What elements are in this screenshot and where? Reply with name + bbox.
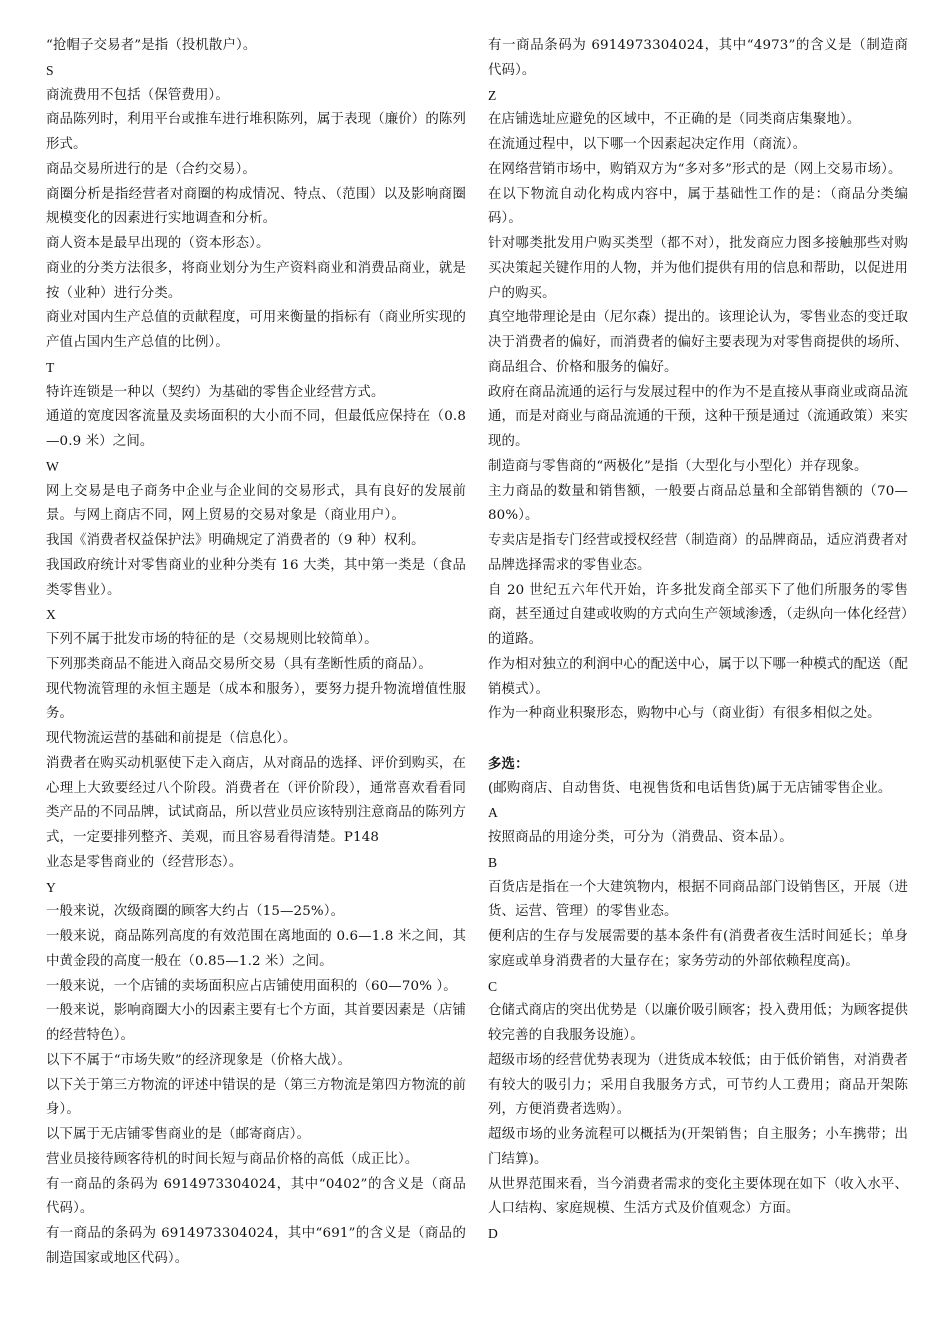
- section-heading: 多选：: [488, 755, 529, 772]
- question-answer-item: 自 20 世纪五六年代开始，许多批发商全部买下了他们所服务的零售商，甚至通过自建或收购的方式向生产领域渗透，（走纵向一体化经营）的道路。: [488, 582, 908, 647]
- question-answer-item: 网上交易是电子商务中企业与企业间的交易形式，具有良好的发展前景。与网上商店不同，网上贸易的交易对象是（商业用户）。: [46, 483, 466, 524]
- question-answer-item: 商品陈列时，利用平台或推车进行堆积陈列，属于表现（廉价）的陈列形式。: [46, 112, 466, 152]
- question-answer-item: 商品交易所进行的是（合约交易）。: [46, 161, 256, 177]
- question-answer-item: 营业员接待顾客待机的时间长短与商品价格的高低（成正比）。: [46, 1151, 419, 1167]
- right-column: [488, 34, 908, 1247]
- question-answer-item: 一般来说，次级商圈的顾客大约占（15—25%）。: [46, 904, 345, 920]
- question-answer-item: 作为相对独立的利润中心的配送中心，属于以下哪一种模式的配送（配销模式）。: [488, 656, 908, 697]
- section-letter: S: [46, 62, 54, 78]
- left-column: [46, 34, 466, 1272]
- question-answer-item: 在店铺选址应避免的区域中，不正确的是（同类商店集聚地）。: [488, 112, 861, 128]
- question-answer-item: (邮购商店、自动售货、电视售货和电话售货)属于无店铺零售企业。: [488, 780, 892, 796]
- question-answer-item: 按照商品的用途分类，可分为（消费品、资本品）。: [488, 830, 793, 845]
- question-answer-item: 商业对国内生产总值的贡献程度，可用来衡量的指标有（商业所实现的产值占国内生产总值的比例）。: [46, 310, 466, 350]
- question-answer-item: 专卖店是指专门经营或授权经营（制造商）的品牌商品，适应消费者对品牌选择需求的零售业态。: [488, 533, 908, 573]
- question-answer-item: 一般来说，一个店铺的卖场面积应占店铺使用面积的（60—70% ）。: [46, 978, 457, 994]
- question-answer-item: 超级市场的经营优势表现为（进货成本较低；由于低价销售，对消费者有较大的吸引力；采用自我服务方式，可节约人工费用；商品开架陈列，方便消费者选购）。: [488, 1052, 908, 1118]
- question-answer-item: 消费者在购买动机驱使下走入商店，从对商品的选择、评价到购买，在心理上大致要经过八个阶段。消费者在（评价阶段），通常喜欢看看同类产品的不同品牌，试试商品，所以营业员应该特别注意商品的陈列方式，一定要排列整齐、美观，而且容易看得清楚。P148: [46, 755, 466, 845]
- question-answer-item: 通道的宽度因客流量及卖场面积的大小而不同，但最低应保持在（0.8—0.9 米）之间。: [46, 409, 466, 449]
- question-answer-item: 在网络营销市场中，购销双方为“多对多”形式的是（网上交易市场）。: [488, 161, 902, 177]
- section-letter: Y: [46, 879, 56, 895]
- question-answer-item: 以下不属于“市场失败”的经济现象是（价格大战）。: [46, 1052, 352, 1068]
- question-answer-item: 制造商与零售商的“两极化”是指（大型化与小型化）并存现象。: [488, 458, 868, 474]
- question-answer-item: 有一商品的条码为 6914973304024，其中“0402”的含义是（商品代码）。: [46, 1176, 466, 1217]
- section-letter: A: [488, 805, 498, 821]
- question-answer-item: 超级市场的业务流程可以概括为(开架销售；自主服务；小车携带；出门结算)。: [488, 1127, 908, 1167]
- question-answer-item: 商圈分析是指经营者对商圈的构成情况、特点、（范围）以及影响商圈规模变化的因素进行实地调查和分析。: [46, 186, 466, 227]
- question-answer-item: 作为一种商业积聚形态，购物中心与（商业街）有很多相似之处。: [488, 706, 881, 722]
- question-answer-item: 在流通过程中，以下哪一个因素起决定作用（商流）。: [488, 137, 807, 152]
- question-answer-item: 百货店是指在一个大建筑物内，根据不同商品部门设销售区，开展（进货、运营、管理）的零售业态。: [488, 879, 908, 920]
- question-answer-item: 一般来说，影响商圈大小的因素主要有七个方面，其首要因素是（店铺的经营特色）。: [46, 1003, 466, 1043]
- question-answer-item: 现代物流管理的永恒主题是（成本和服务），要努力提升物流增值性服务。: [46, 681, 466, 722]
- blank-line: [488, 727, 908, 752]
- section-letter: B: [488, 854, 498, 870]
- question-answer-item: 在以下物流自动化构成内容中，属于基础性工作的是：（商品分类编码）。: [488, 186, 908, 227]
- question-answer-item: 业态是零售商业的（经营形态）。: [46, 854, 243, 870]
- question-answer-item: 下列那类商品不能进入商品交易所交易（具有垄断性质的商品）。: [46, 656, 432, 672]
- section-letter: C: [488, 978, 498, 994]
- question-answer-item: 以下关于第三方物流的评述中错误的是（第三方物流是第四方物流的前身）。: [46, 1077, 466, 1118]
- question-answer-item: 商业的分类方法很多，将商业划分为生产资料商业和消费品商业，就是按（业种）进行分类。: [46, 260, 466, 301]
- question-answer-item: 现代物流运营的基础和前提是（信息化）。: [46, 731, 297, 746]
- section-letter: X: [46, 607, 56, 623]
- section-letter: Z: [488, 87, 497, 103]
- question-answer-item: 特许连锁是一种以（契约）为基础的零售企业经营方式。: [46, 384, 385, 400]
- question-answer-item: 主力商品的数量和销售额，一般要占商品总量和全部销售额的（70—80%）。: [488, 483, 908, 524]
- question-answer-item: “抢帽子交易者”是指（投机散户）。: [46, 38, 257, 53]
- question-answer-item: 一般来说，商品陈列高度的有效范围在离地面的 0.6—1.8 米之间，其中黄金段的高度一般在（0.85—1.2 米）之间。: [46, 929, 466, 969]
- question-answer-item: 我国《消费者权益保护法》明确规定了消费者的（9 种）权利。: [46, 533, 425, 548]
- question-answer-item: 有一商品的条码为 6914973304024，其中“691”的含义是（商品的制造国家或地区代码）。: [46, 1226, 466, 1266]
- question-answer-item: 我国政府统计对零售商业的业种分类有 16 大类，其中第一类是（食品类零售业）。: [46, 557, 466, 598]
- section-letter: T: [46, 359, 55, 375]
- question-answer-item: 商人资本是最早出现的（资本形态）。: [46, 236, 270, 251]
- question-answer-item: 政府在商品流通的运行与发展过程中的作为不是直接从事商业或商品流通，而是对商业与商品流通的干预，这种干预是通过（流通政策）来实现的。: [488, 384, 908, 449]
- question-answer-item: 针对哪类批发用户购买类型（都不对），批发商应力图多接触那些对购买决策起关键作用的人物，并为他们提供有用的信息和帮助，以促进用户的购买。: [488, 236, 908, 301]
- question-answer-item: 下列不属于批发市场的特征的是（交易规则比较简单）。: [46, 632, 378, 647]
- question-answer-item: 从世界范围来看，当今消费者需求的变化主要体现在如下（收入水平、人口结构、家庭规模、生活方式及价值观念）方面。: [488, 1176, 908, 1217]
- section-letter: D: [488, 1226, 498, 1241]
- question-answer-item: 商流费用不包括（保管费用）。: [46, 87, 229, 103]
- question-answer-item: 真空地带理论是由（尼尔森）提出的。该理论认为，零售业态的变迁取决于消费者的偏好，而消费者的偏好主要表现为对零售商提供的场所、商品组合、价格和服务的偏好。: [488, 310, 908, 375]
- question-answer-item: 有一商品条码为 6914973304024，其中“4973”的含义是（制造商代码）。: [488, 38, 908, 78]
- question-answer-item: 仓储式商店的突出优势是（以廉价吸引顾客；投入费用低；为顾客提供较完善的自我服务设施）。: [488, 1003, 908, 1043]
- question-answer-item: 以下属于无店铺零售商业的是（邮寄商店）。: [46, 1127, 311, 1142]
- question-answer-item: 便利店的生存与发展需要的基本条件有(消费者夜生活时间延长；单身家庭或单身消费者的大量存在；家务劳动的外部依赖程度高)。: [488, 929, 908, 969]
- section-letter: W: [46, 458, 59, 474]
